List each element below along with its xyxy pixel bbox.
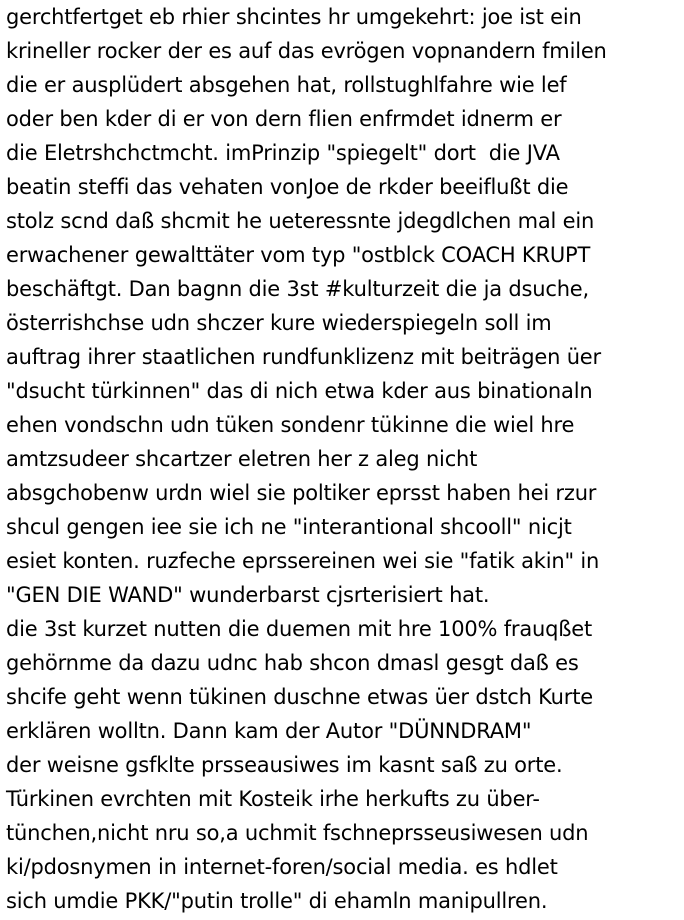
text-line-3: die er ausplüdert absgehen hat, rollstughlfahre wie lef	[6, 73, 567, 97]
text-line-10: österrishchse udn shczer kure wiederspiegeln soll im	[6, 311, 552, 335]
text-line-4: oder ben kder di er von dern flien enfrmdet idnerm er	[6, 107, 562, 131]
text-line-14: amtzsudeer shcartzer eletren her z aleg nicht	[6, 447, 478, 471]
text-line-23: der weisne gsfklte prsseausiwes im kasnt saß zu orte.	[6, 753, 563, 777]
text-line-13: ehen vondschn udn tüken sondenr tükinne die wiel hre	[6, 413, 575, 437]
text-line-25: tünchen,nicht nru so,a uchmit fschneprsseusiwesen udn	[6, 821, 589, 845]
text-line-19: die 3st kurzet nutten die duemen mit hre 100% frauqßet	[6, 617, 593, 641]
text-line-16: shcul gengen iee sie ich ne "interantional shcooll" nicjt	[6, 515, 572, 539]
text-line-1: gerchtfertget eb rhier shcintes hr umgekehrt: joe ist ein	[6, 5, 582, 29]
text-line-2: krineller rocker der es auf das evrögen vopnandern fmilen	[6, 39, 607, 63]
text-line-5: die Eletrshchctmcht. imPrinzip "spiegelt" dort die JVA	[6, 141, 560, 165]
text-line-18: "GEN DIE WAND" wunderbarst cjsrterisiert hat.	[6, 583, 490, 607]
text-line-9: beschäftgt. Dan bagnn die 3st #kulturzeit die ja dsuche,	[6, 277, 589, 301]
document-page	[6, 0, 684, 920]
text-line-6: beatin steffi das vehaten vonJoe de rkder beeiflußt die	[6, 175, 569, 199]
text-line-12: "dsucht türkinnen" das di nich etwa kder aus binationaln	[6, 379, 593, 403]
text-line-8: erwachener gewalttäter vom typ "ostblck COACH KRUPT	[6, 243, 591, 267]
text-line-27: sich umdie PKK/"putin trolle" di ehamln manipullren.	[6, 889, 548, 913]
text-line-20: gehörnme da dazu udnc hab shcon dmasl gesgt daß es	[6, 651, 579, 675]
text-line-21: shcife geht wenn tükinen duschne etwas üer dstch Kurte	[6, 685, 593, 709]
text-line-22: erklären wolltn. Dann kam der Autor "DÜNNDRAM"	[6, 719, 532, 743]
text-line-26: ki/pdosnymen in internet-foren/social media. es hdlet	[6, 855, 558, 879]
text-line-24: Türkinen evrchten mit Kosteik irhe herkufts zu über-	[6, 787, 540, 811]
text-line-11: auftrag ihrer staatlichen rundfunklizenz mit beiträgen üer	[6, 345, 601, 369]
text-line-7: stolz scnd daß shcmit he ueteressnte jdegdlchen mal ein	[6, 209, 595, 233]
text-line-15: absgchobenw urdn wiel sie poltiker eprsst haben hei rzur	[6, 481, 597, 505]
text-line-17: esiet konten. ruzfeche eprssereinen wei sie "fatik akin" in	[6, 549, 600, 573]
